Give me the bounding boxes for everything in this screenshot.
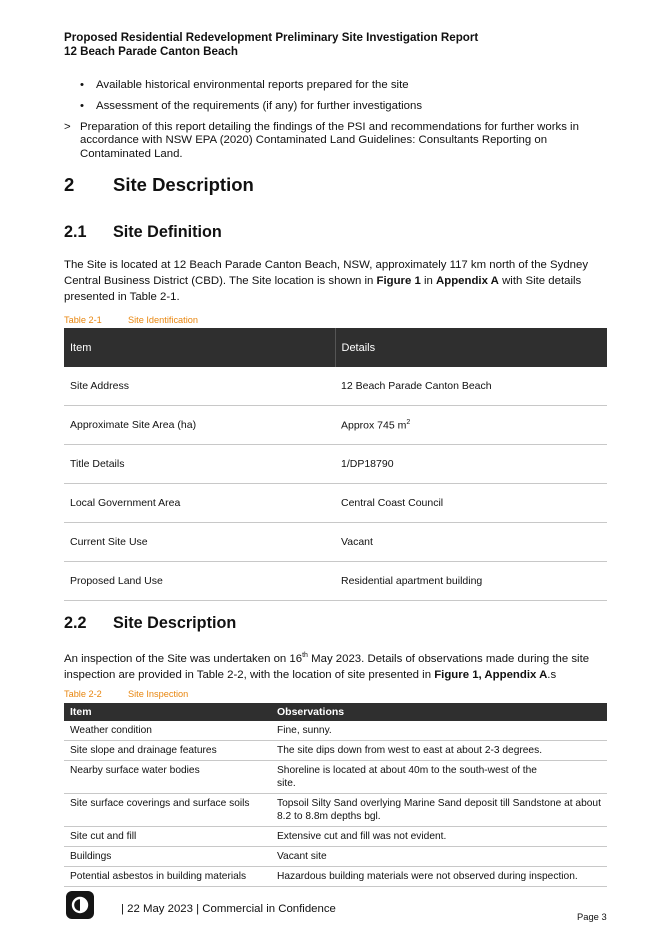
site-inspection-table	[64, 703, 607, 887]
table-row: Buildings Vacant site	[64, 847, 607, 867]
arrow-marker: >	[64, 121, 71, 133]
table-row: Site surface coverings and surface soils Topsoil Silty Sand overlying Marine Sand deposit till Sandstone at about 8.2 to 8.8m depths bgl.	[64, 794, 607, 827]
table-row: Site Address 12 Beach Parade Canton Beach	[64, 367, 607, 406]
company-logo-icon	[66, 891, 94, 919]
footer-text: | 22 May 2023 | Commercial in Confidence	[121, 903, 336, 915]
bullet-marker: •	[80, 100, 84, 112]
table-row: Approximate Site Area (ha) Approx 745 $m^2$	[64, 406, 607, 445]
table-row: Local Government Area Central Coast Council	[64, 484, 607, 523]
table-row: Site cut and fill Extensive cut and fill was not evident.	[64, 827, 607, 847]
arrow-item-text: Preparation of this report detailing the findings of the PSI and recommendations for further works in accordance with NSW EPA (2020) Contaminated Land Guidelines: Consultants Reporting on Contaminated Land.	[80, 121, 579, 160]
list-item: • Available historical environmental reports prepared for the site	[80, 79, 409, 91]
site-definition-paragraph: The Site is located at 12 Beach Parade Canton Beach, NSW, approximately 117 km north of the Sydney Central Business District (CBD). The Site location is shown in Figure 1 in Appendix A with Site details presented in Table 2-1.	[64, 259, 589, 303]
table-row: Nearby surface water bodies Shoreline is located at about 40m to the south-west of the site.	[64, 761, 607, 794]
section-heading-2-1: 2.1 Site Definition	[64, 223, 222, 241]
table-row: Current Site Use Vacant	[64, 523, 607, 562]
section-heading-2: 2 Site Description	[64, 174, 254, 195]
site-identification-table	[64, 328, 607, 601]
table-row: Title Details 1/DP18790	[64, 445, 607, 484]
page-number: Page 3	[577, 911, 607, 922]
bullet-list	[80, 78, 422, 120]
document-header	[64, 31, 478, 58]
table-header-row: Item Observations	[64, 703, 607, 721]
table-caption: Table 2-2 Site Inspection	[64, 689, 189, 699]
table-row: Site slope and drainage features The site dips down from west to east at about 2-3 degrees.	[64, 741, 607, 761]
table-caption: Table 2-1 Site Identification	[64, 315, 198, 325]
table-row: Proposed Land Use Residential apartment building	[64, 562, 607, 601]
list-item: • Assessment of the requirements (if any) for further investigations	[80, 100, 423, 112]
table-header-row: Item Details	[64, 328, 607, 367]
bullet-marker: •	[80, 79, 84, 91]
arrow-list-item	[64, 121, 594, 161]
section-heading-2-2: 2.2 Site Description	[64, 614, 237, 632]
header-title: Proposed Residential Redevelopment Preliminary Site Investigation Report	[64, 31, 479, 44]
table-row: Potential asbestos in building materials Hazardous building materials were not observed during inspection.	[64, 867, 607, 887]
table-row: Weather condition Fine, sunny.	[64, 721, 607, 741]
site-description-paragraph: An inspection of the Site was undertaken on 16th May 2023. Details of observations made during the site inspection are provided in Table 2-2, with the location of site presented in Figure 1, Appendix A.s	[64, 652, 590, 681]
header-address: 12 Beach Parade Canton Beach	[64, 44, 238, 58]
